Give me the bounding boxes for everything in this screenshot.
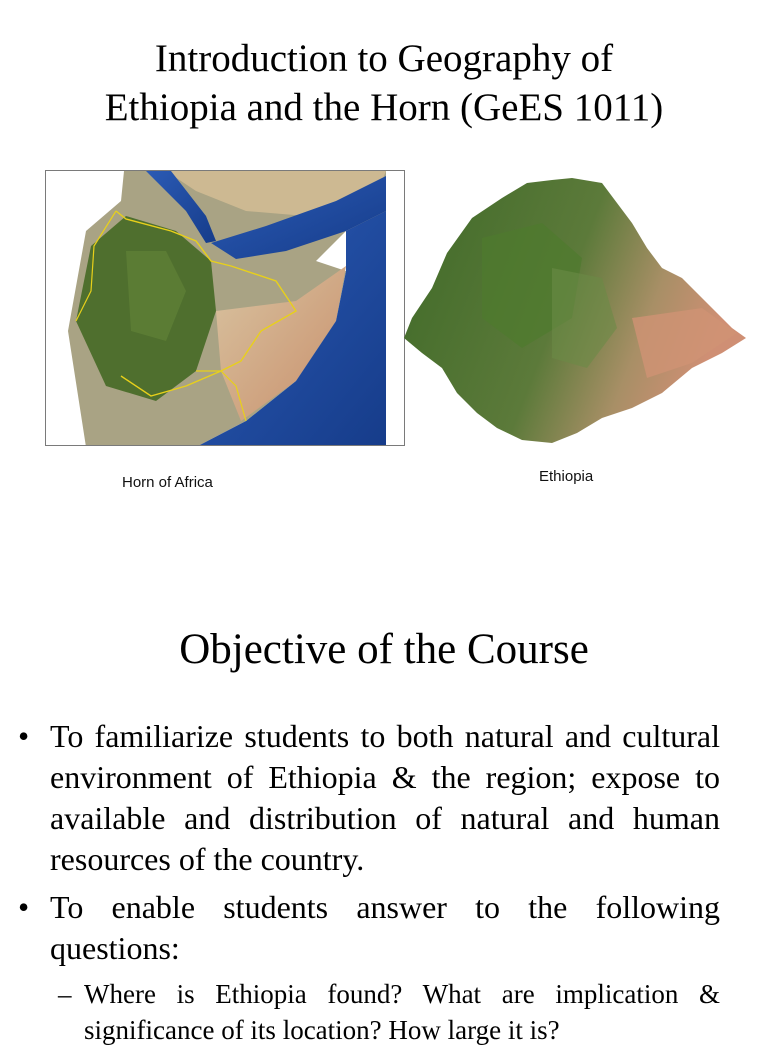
horn-map-graphic bbox=[46, 171, 405, 446]
bullet-text: To familiarize students to both natural and cultural environment of Ethiopia & the region; expose to available and distribution of natural and human resources of the country. bbox=[50, 718, 720, 877]
horn-of-africa-map bbox=[45, 170, 405, 446]
ethiopia-map-graphic bbox=[402, 178, 748, 446]
bullet-symbol: • bbox=[18, 718, 30, 754]
title-line-2: Ethiopia and the Horn (GeES 1011) bbox=[104, 86, 664, 129]
dash-symbol: – bbox=[58, 979, 72, 1009]
section-heading: Objective of the Course bbox=[179, 626, 589, 673]
bullet-item bbox=[18, 887, 720, 969]
objective-bullet-list bbox=[18, 716, 720, 1048]
ethiopia-map bbox=[402, 178, 748, 446]
bullet-symbol: • bbox=[18, 889, 30, 925]
ethiopia-caption: Ethiopia bbox=[539, 468, 594, 485]
bullet-item bbox=[18, 716, 720, 880]
horn-of-africa-caption: Horn of Africa bbox=[122, 474, 213, 491]
sub-bullet-text: Where is Ethiopia found? What are implication & significance of its location? How large it is? bbox=[84, 979, 720, 1045]
sub-bullet-item bbox=[18, 976, 720, 1048]
bullet-text: To enable students answer to the following questions: bbox=[50, 889, 720, 966]
title-line-1: Introduction to Geography of bbox=[154, 37, 614, 80]
slide-title bbox=[0, 34, 768, 132]
